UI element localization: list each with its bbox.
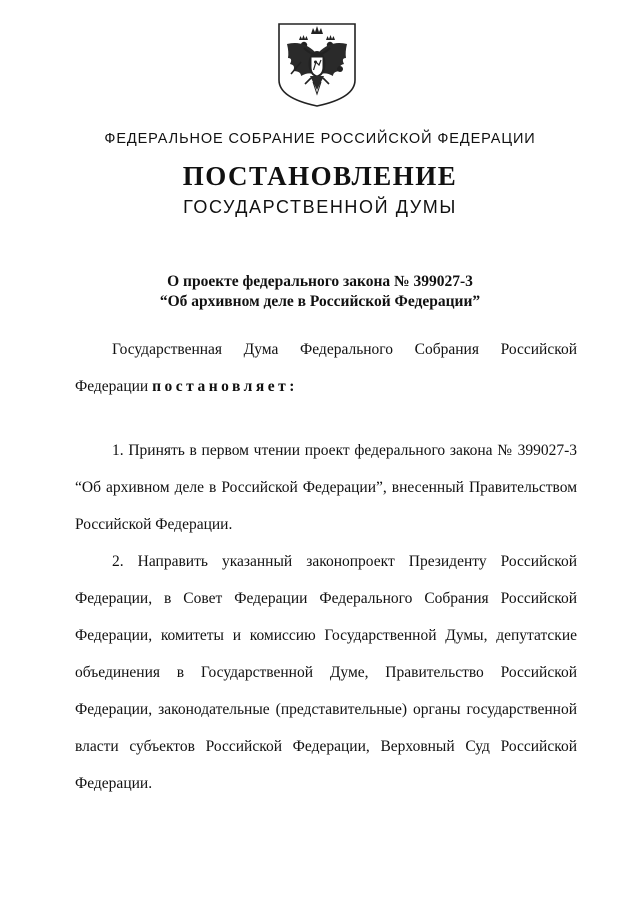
resolution-item-2 <box>75 543 577 802</box>
preamble-prefix: Федерации <box>75 378 153 395</box>
paragraph-line: 1. Принять в первом чтении проект федерального закона № 399027-3 <box>112 442 577 459</box>
paragraph-line: 2. Направить указанный законопроект Президенту Российской <box>112 553 577 570</box>
paragraph-line: “Об архивном деле в Российской Федерации”, внесенный Правительством <box>75 479 577 496</box>
paragraph-line: Федерации. <box>75 775 153 792</box>
paragraph-line: Федерации, комитеты и комиссию Государственной Думы, депутатские <box>75 627 577 644</box>
subject-line: О проекте федерального закона № 399027-3 <box>167 273 473 290</box>
subject-line: “Об архивном деле в Российской Федерации” <box>159 293 481 310</box>
resolution-item-1 <box>75 432 577 543</box>
parliament-name: ФЕДЕРАЛЬНОЕ СОБРАНИЕ РОССИЙСКОЙ ФЕДЕРАЦИИ <box>104 131 536 147</box>
paragraph-line: Федерации, законодательные (представительные) органы государственной <box>75 701 577 718</box>
paragraph-line: Федерации, в Совет Федерации Федерального Собрания Российской <box>75 590 577 607</box>
paragraph-line: Государственная Дума Федерального Собрания Российской <box>112 341 577 358</box>
russian-coat-of-arms-icon <box>277 22 357 108</box>
paragraph-line: Российской Федерации. <box>75 516 233 533</box>
document-type-title: ПОСТАНОВЛЕНИЕ <box>182 161 458 191</box>
paragraph-line <box>75 368 577 405</box>
resolves-word: постановляет: <box>152 378 298 395</box>
paragraph-line: объединения в Государственной Думе, Правительство Российской <box>75 664 577 681</box>
preamble-paragraph <box>75 331 577 405</box>
paragraph-line: власти субъектов Российской Федерации, Верховный Суд Российской <box>75 738 577 755</box>
document-issuer: ГОСУДАРСТВЕННОЙ ДУМЫ <box>183 197 457 217</box>
document-subject <box>0 272 640 312</box>
